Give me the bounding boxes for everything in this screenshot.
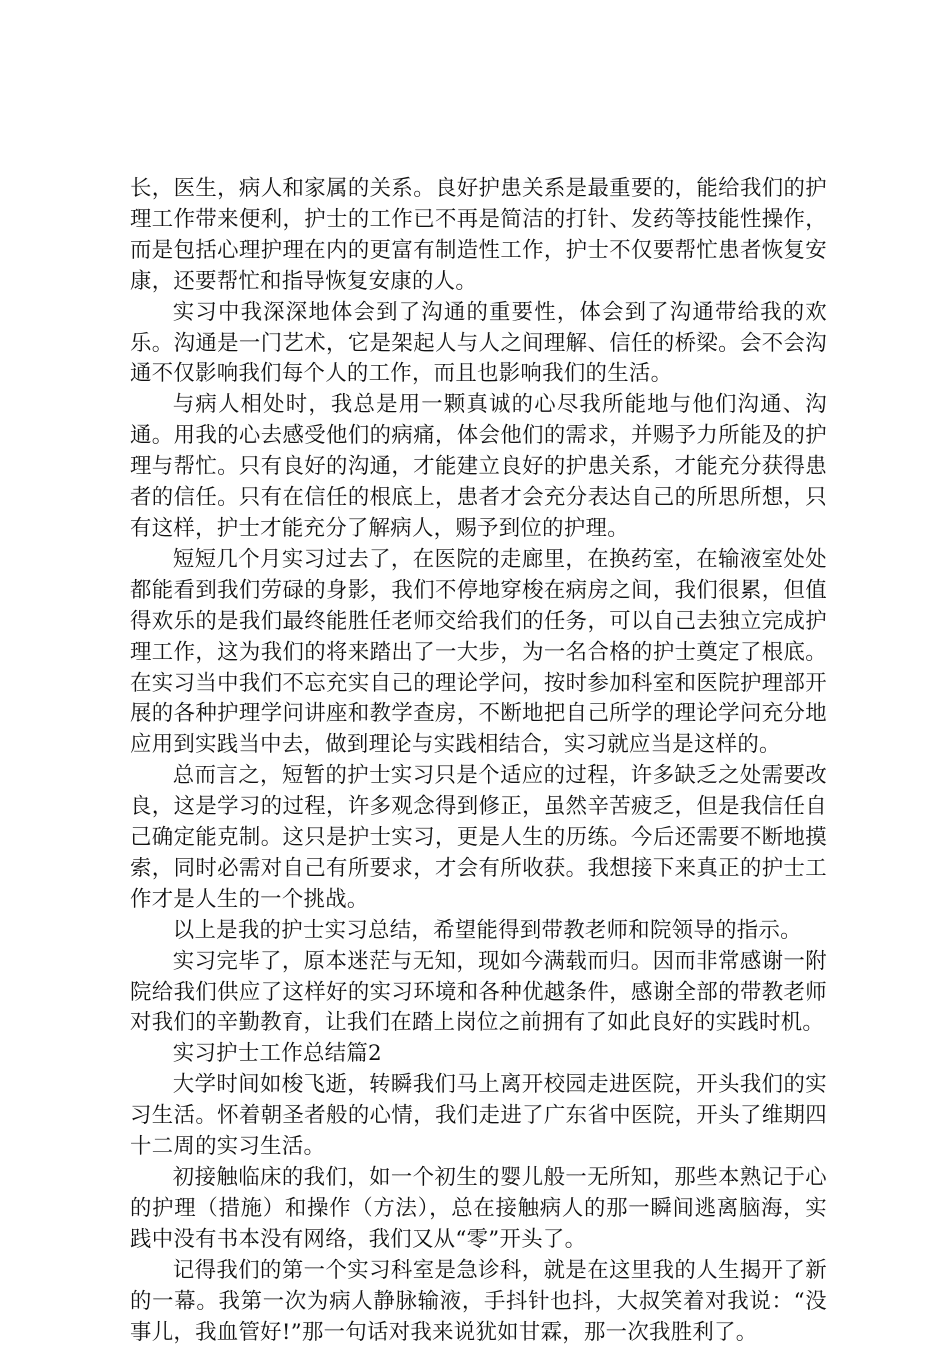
- paragraph-10: 记得我们的第一个实习科室是急诊科，就是在这里我的人生揭开了新的一幕。我第一次为病人静脉输液，手抖针也抖，大叔笑着对我说：“没事儿，我血管好!”那一句话对我来说犹如甘霖，那一次我胜利了。: [130, 1257, 827, 1345]
- paragraph-8: 大学时间如梭飞逝，转瞬我们马上离开校园走进医院，开头我们的实习生活。怀着朝圣者般的心情，我们走进了广东省中医院，开头了维期四十二周的实习生活。: [130, 1072, 827, 1160]
- paragraph-5: 总而言之，短暂的护士实习只是个适应的过程，许多缺乏之处需要改良，这是学习的过程，许多观念得到修正，虽然辛苦疲乏，但是我信任自己确定能克制。这只是护士实习，更是人生的历练。今后还需要不断地摸索，同时必需对自己有所要求，才会有所收获。我想接下来真正的护士工作才是人生的一个挑战。: [130, 763, 827, 912]
- paragraph-7: 实习完毕了，原本迷茫与无知，现如今满载而归。因而非常感谢一附院给我们供应了这样好的实习环境和各种优越条件，感谢全部的带教老师对我们的辛勤教育，让我们在踏上岗位之前拥有了如此良好的实践时机。: [130, 948, 827, 1036]
- paragraph-3: 与病人相处时，我总是用一颗真诚的心尽我所能地与他们沟通、沟通。用我的心去感受他们的病痛，体会他们的需求，并赐予力所能及的护理与帮忙。只有良好的沟通，才能建立良好的护患关系，才能充分获得患者的信任。只有在信任的根底上，患者才会充分表达自己的所思所想，只有这样，护士才能充分了解病人，赐予到位的护理。: [130, 392, 827, 541]
- paragraph-9: 初接触临床的我们，如一个初生的婴儿般一无所知，那些本熟记于心的护理（措施）和操作（方法），总在接触病人的那一瞬间逃离脑海，实践中没有书本没有网络，我们又从“零”开头了。: [130, 1165, 827, 1252]
- paragraph-4: 短短几个月实习过去了，在医院的走廊里，在换药室，在输液室处处都能看到我们劳碌的身影，我们不停地穿梭在病房之间，我们很累，但值得欢乐的是我们最终能胜任老师交给我们的任务，可以自己去独立完成护理工作，这为我们的将来踏出了一大步，为一名合格的护士奠定了根底。在实习当中我们不忘充实自己的理论学问，按时参加科室和医院护理部开展的各种护理学问讲座和教学查房，不断地把自己所学的理论学问充分地应用到实践当中去，做到理论与实践相结合，实习就应当是这样的。: [130, 546, 827, 758]
- paragraph-1: 长，医生，病人和家属的关系。良好护患关系是最重要的，能给我们的护理工作带来便利，护士的工作已不再是简洁的打针、发药等技能性操作，而是包括心理护理在内的更富有制造性工作，护士不仅要帮忙患者恢复安康，还要帮忙和指导恢复安康的人。: [130, 176, 827, 294]
- paragraph-6: 以上是我的护士实习总结，希望能得到带教老师和院领导的指示。: [172, 917, 802, 943]
- section-title: 实习护士工作总结篇2: [172, 1041, 382, 1067]
- document-page: [130, 174, 827, 1348]
- paragraph-2: 实习中我深深地体会到了沟通的重要性，体会到了沟通带给我的欢乐。沟通是一门艺术，它是架起人与人之间理解、信任的桥梁。会不会沟通不仅影响我们每个人的工作，而且也影响我们的生活。: [130, 299, 827, 387]
